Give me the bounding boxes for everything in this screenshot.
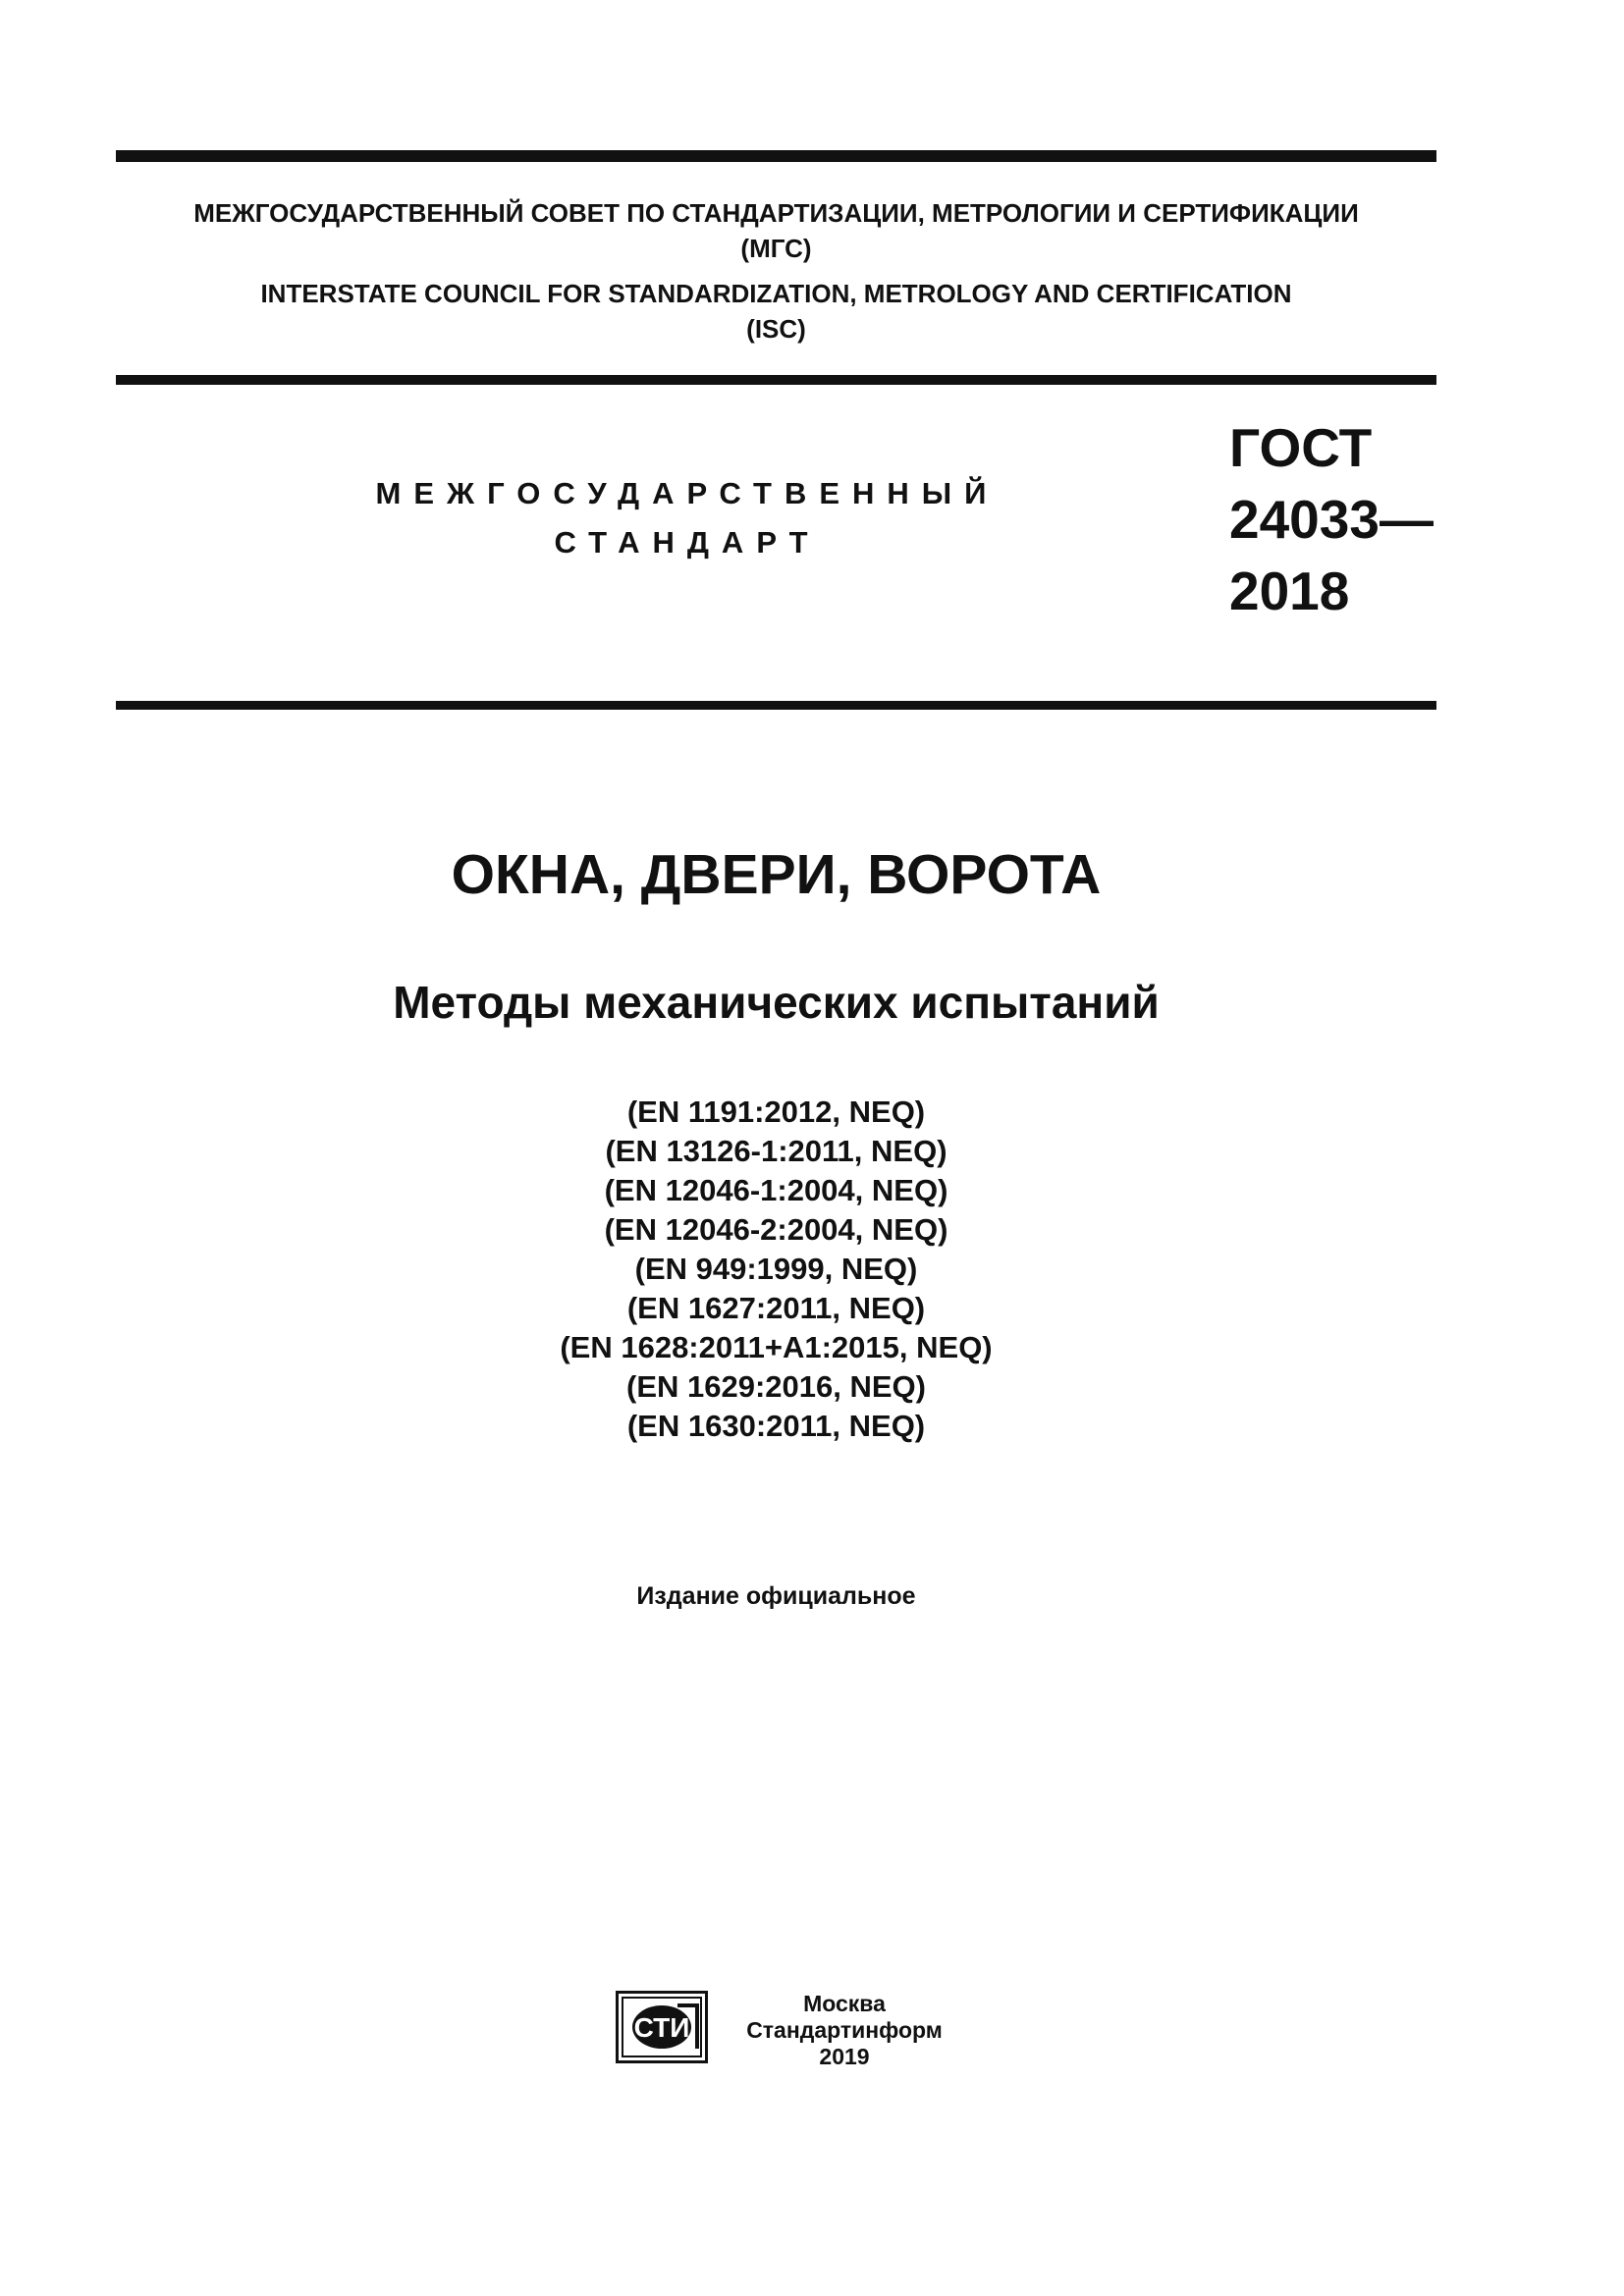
reference-item: (EN 1191:2012, NEQ) — [626, 1095, 926, 1129]
reference-item: (EN 1630:2011, NEQ) — [626, 1409, 926, 1443]
publisher-imprint — [727, 1991, 962, 2070]
gost-number: 24033— — [1229, 489, 1434, 550]
standard-kind — [295, 469, 1080, 567]
standard-kind-line2: СТАНДАРТ — [554, 525, 821, 560]
council-ru — [116, 195, 1436, 266]
gost-year: 2018 — [1229, 561, 1350, 621]
reference-list — [116, 1093, 1436, 1446]
council-en — [116, 276, 1436, 347]
reference-item: (EN 12046-1:2004, NEQ) — [604, 1173, 948, 1207]
header-rule — [116, 375, 1436, 385]
top-rule — [116, 150, 1436, 162]
council-ru-line: МЕЖГОСУДАРСТВЕННЫЙ СОВЕТ ПО СТАНДАРТИЗАЦИИ, МЕТРОЛОГИИ И СЕРТИФИКАЦИИ — [193, 198, 1359, 228]
title-rule — [116, 701, 1436, 710]
edition-note: Издание официальное — [636, 1582, 916, 1610]
document-subtitle: Методы механических испытаний — [393, 977, 1160, 1028]
reference-item: (EN 12046-2:2004, NEQ) — [604, 1212, 948, 1247]
document-title: ОКНА, ДВЕРИ, ВОРОТА — [451, 843, 1102, 906]
council-en-abbr: (ISC) — [746, 314, 806, 344]
publisher-city: Москва — [803, 1991, 886, 2016]
gost-prefix: ГОСТ — [1229, 417, 1373, 478]
council-en-line: INTERSTATE COUNCIL FOR STANDARDIZATION, METROLOGY AND CERTIFICATION — [260, 279, 1292, 308]
standartinform-logo-icon — [616, 1991, 708, 2063]
reference-item: (EN 1628:2011+A1:2015, NEQ) — [560, 1330, 993, 1364]
reference-item: (EN 13126-1:2011, NEQ) — [605, 1134, 947, 1168]
publisher-name: Стандартинформ — [746, 2017, 943, 2043]
reference-item: (EN 1629:2016, NEQ) — [626, 1369, 926, 1404]
council-ru-abbr: (МГС) — [740, 234, 812, 263]
publisher-year: 2019 — [819, 2044, 870, 2069]
gost-designation — [1229, 412, 1434, 627]
reference-item: (EN 949:1999, NEQ) — [634, 1252, 918, 1286]
svg-text:СТИ: СТИ — [633, 2012, 690, 2043]
standard-kind-line1: МЕЖГОСУДАРСТВЕННЫЙ — [375, 476, 1000, 510]
reference-item: (EN 1627:2011, NEQ) — [626, 1291, 926, 1325]
